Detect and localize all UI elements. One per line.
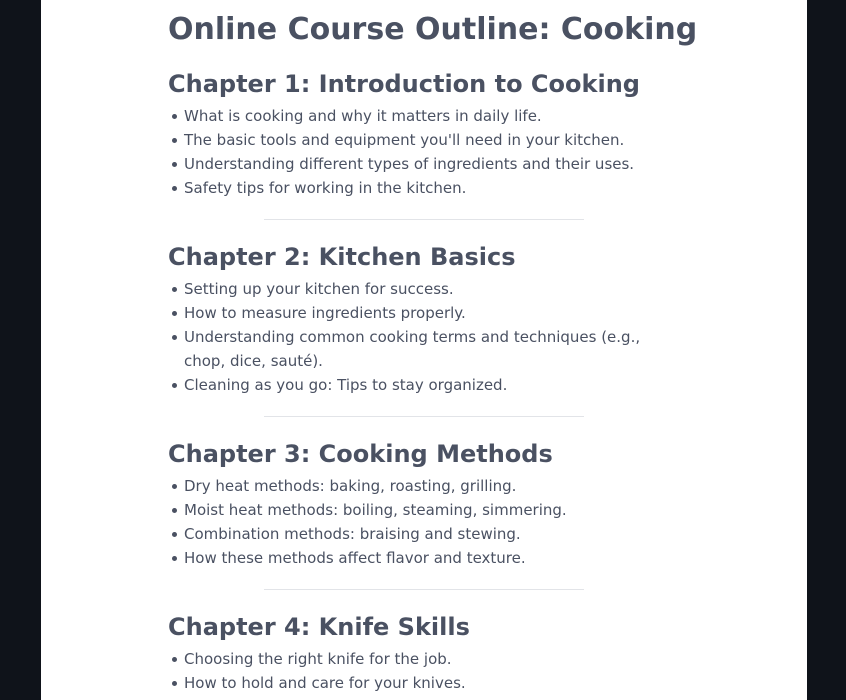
chapter-2 (168, 241, 668, 397)
list-item: Understanding different types of ingredients and their uses. (184, 152, 668, 176)
chapter-topic-list (168, 647, 668, 695)
page-title: Online Course Outline: Cooking (168, 12, 698, 47)
list-item: Setting up your kitchen for success. (184, 277, 668, 301)
list-item: Cleaning as you go: Tips to stay organized. (184, 373, 668, 397)
list-item: Safety tips for working in the kitchen. (184, 176, 668, 200)
section-divider (264, 589, 584, 590)
chapter-topic-list (168, 277, 668, 397)
list-item: Choosing the right knife for the job. (184, 647, 668, 671)
document-page (41, 0, 807, 700)
list-item: Combination methods: braising and stewing. (184, 522, 668, 546)
chapter-heading: Chapter 3: Cooking Methods (168, 440, 553, 468)
chapter-1 (168, 68, 668, 200)
chapter-4 (168, 611, 668, 695)
chapter-heading: Chapter 4: Knife Skills (168, 613, 470, 641)
list-item: How to hold and care for your knives. (184, 671, 668, 695)
chapter-heading: Chapter 1: Introduction to Cooking (168, 70, 640, 98)
section-divider (264, 416, 584, 417)
list-item: What is cooking and why it matters in daily life. (184, 104, 668, 128)
list-item: Moist heat methods: boiling, steaming, simmering. (184, 498, 668, 522)
chapter-topic-list (168, 474, 668, 570)
list-item: How to measure ingredients properly. (184, 301, 668, 325)
chapter-topic-list (168, 104, 668, 200)
list-item: How these methods affect flavor and texture. (184, 546, 668, 570)
list-item: Understanding common cooking terms and techniques (e.g., chop, dice, sauté). (184, 325, 668, 373)
section-divider (264, 219, 584, 220)
chapter-3 (168, 438, 668, 570)
list-item: Dry heat methods: baking, roasting, grilling. (184, 474, 668, 498)
list-item: The basic tools and equipment you'll need in your kitchen. (184, 128, 668, 152)
chapter-heading: Chapter 2: Kitchen Basics (168, 243, 516, 271)
